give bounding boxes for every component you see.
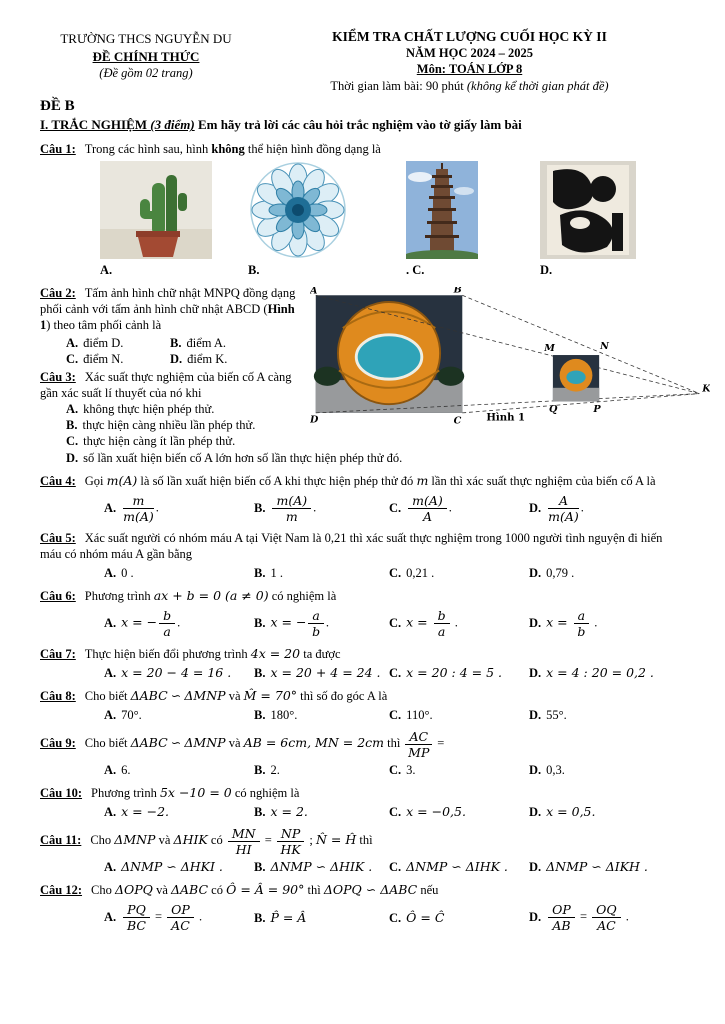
section-label: I. TRẮC NGHIỆM	[40, 117, 151, 133]
exam-header	[40, 28, 687, 94]
q9-option-b: B. 2.	[254, 762, 280, 777]
q8-option-c: C. 110°.	[389, 707, 433, 722]
q12-option-d: D. $\frac{OP}{AB}$ = $\frac{OQ}{AC}$ .	[529, 902, 629, 934]
svg-text:C: C	[453, 415, 462, 426]
section-heading	[40, 117, 687, 134]
cactus-photo	[100, 161, 212, 259]
svg-text:B: B	[453, 287, 462, 296]
q2-option-b: B. điểm A.	[170, 336, 227, 351]
exam-year: NĂM HỌC 2024 – 2025	[405, 46, 534, 61]
question-4	[40, 473, 687, 523]
q7-option-d: D. x = 4 : 20 = 0,2 .	[529, 664, 654, 680]
question-11-options	[40, 859, 687, 875]
q3-option-d: D. số lần xuất hiện biến cố A lớn hơn số lần thực hiện phép thử đó.	[66, 451, 403, 466]
q12-option-b: B. P̂ = Â	[254, 909, 307, 925]
official-exam-label: ĐỀ CHÍNH THỨC	[92, 48, 200, 64]
q6-option-a: A. x = − $\frac{b}{a}$ .	[104, 608, 181, 640]
q4-option-c: C. $\frac{m(A)}{A}$ .	[389, 493, 452, 525]
question-6-text: Phương trình ax + b = 0 (a ≠ 0) có nghiệm là	[84, 588, 337, 604]
question-4-label: Câu 4:	[40, 474, 76, 489]
question-3-text: Xác suất thực nghiệm của biến cố A càng gần xác suất lí thuyết của nó khi	[40, 370, 292, 401]
question-2-options	[40, 335, 302, 367]
question-7-label: Câu 7:	[40, 646, 76, 661]
svg-text:A: A	[310, 287, 318, 297]
q10-option-a: A. x = −2.	[104, 803, 170, 819]
q12-option-a: A. $\frac{PQ}{BC}$ = $\frac{OP}{AC}$ .	[104, 902, 203, 934]
header-right	[252, 28, 687, 94]
q1-label-b: B.	[248, 263, 260, 278]
question-1-images	[40, 161, 687, 278]
header-left	[40, 28, 252, 94]
question-9-text: Cho biết ΔABC ∽ ΔMNP và AB = 6cm, MN = 2cm thì $\frac{AC}{MP}$ =	[84, 728, 445, 760]
question-9	[40, 730, 687, 778]
svg-text:N: N	[600, 341, 609, 353]
question-3	[40, 369, 302, 449]
question-9-label: Câu 9:	[40, 736, 76, 751]
school-name: TRƯỜNG THCS NGUYỄN DU	[60, 31, 232, 46]
q11-option-c: C. ΔNMP ∽ ΔIHK .	[389, 859, 508, 875]
question-12-label: Câu 12:	[40, 883, 83, 898]
pages-note: (Đề gồm 02 trang)	[99, 66, 193, 81]
q2-option-a: A. điểm D.	[66, 336, 124, 351]
question-2-text: Tấm ảnh hình chữ nhật MNPQ đồng dạng phối cảnh với tấm ảnh hình chữ nhật ABCD (Hình 1) theo tâm phối cảnh là	[40, 286, 296, 333]
question-6-label: Câu 6:	[40, 589, 76, 604]
question-2-label: Câu 2:	[40, 286, 76, 301]
figure-1-area	[302, 285, 710, 449]
questions-2-3-left-column	[40, 285, 302, 449]
q8-option-d: D. 55°.	[529, 707, 567, 722]
svg-text:D: D	[310, 414, 319, 426]
exam-duration-note: (không kể thời gian phát đề)	[466, 79, 609, 94]
questions-2-3-row	[40, 285, 710, 449]
question-4-text: Gọi m(A) là số lần xuất hiện biến cố A khi thực hiện phép thử đó m lần thì xác suất thực nghiệm của biến cố A là	[84, 473, 656, 489]
q8-option-b: B. 180°.	[254, 707, 298, 722]
q1-option-a	[100, 161, 212, 278]
svg-text:K: K	[702, 383, 710, 395]
question-8-text: Cho biết ΔABC ∽ ΔMNP và M̂ = 70° thì số đo góc A là	[84, 687, 388, 703]
question-11	[40, 827, 687, 875]
q5-option-c: C. 0,21 .	[389, 566, 435, 581]
q5-option-a: A. 0 .	[104, 566, 134, 581]
q1-label-d: D.	[540, 263, 553, 278]
q1-label-c: . C.	[406, 263, 425, 278]
question-11-text: Cho ΔMNP và ΔHIK có $\frac{MN}{HI}$ = $\frac{NP}{HK}$ ; N̂ = Ĥ thì	[90, 825, 373, 857]
question-5-label: Câu 5:	[40, 531, 76, 546]
question-1-text: Trong các hình sau, hình không thể hiện hình đồng dạng là	[84, 142, 381, 157]
question-3-label: Câu 3:	[40, 370, 76, 385]
mandala-drawing	[248, 161, 348, 259]
question-7	[40, 646, 687, 681]
q1-option-c	[406, 161, 478, 278]
question-7-options	[40, 665, 687, 681]
q3-option-a: A. không thực hiện phép thử.	[66, 402, 215, 417]
q1-option-d	[540, 161, 636, 278]
q5-option-b: B. 1 .	[254, 566, 283, 581]
svg-text:Q: Q	[549, 403, 558, 415]
question-12-options	[40, 903, 687, 932]
question-2	[40, 285, 302, 367]
q3-option-b: B. thực hiện càng nhiều lần phép thử.	[66, 418, 256, 433]
exam-code: ĐỀ B	[40, 98, 75, 115]
q4-option-b: B. $\frac{m(A)}{m}$ .	[254, 493, 317, 525]
q9-option-a: A. 6.	[104, 762, 131, 777]
question-10-text: Phương trình 5x −10 = 0 có nghiệm là	[91, 784, 300, 800]
question-8-label: Câu 8:	[40, 688, 76, 703]
q5-option-d: D. 0,79 .	[529, 566, 575, 581]
q9-option-c: C. 3.	[389, 762, 416, 777]
question-8-options	[40, 707, 687, 723]
q11-option-d: D. ΔNMP ∽ ΔIKH .	[529, 859, 648, 875]
question-1	[40, 141, 687, 278]
question-10	[40, 785, 687, 820]
q4-option-a: A. $\frac{m}{m(A)}$ .	[104, 493, 159, 525]
q7-option-b: B. x = 20 + 4 = 24 .	[254, 664, 381, 680]
q11-option-b: B. ΔNMP ∽ ΔHIK .	[254, 859, 373, 875]
question-9-options	[40, 762, 687, 778]
exam-duration: Thời gian làm bài: 90 phút	[330, 79, 464, 94]
question-1-label: Câu 1:	[40, 142, 76, 157]
q10-option-b: B. x = 2.	[254, 803, 308, 819]
q11-option-a: A. ΔNMP ∽ ΔHKI .	[104, 859, 223, 875]
q2-option-c: C. điểm N.	[66, 352, 124, 367]
question-6-options	[40, 609, 687, 638]
svg-text:M: M	[544, 343, 555, 355]
question-8	[40, 688, 687, 723]
q10-option-c: C. x = −0,5.	[389, 803, 466, 819]
exam-subject: Môn: TOÁN LỚP 8	[416, 62, 523, 77]
question-5-options	[40, 565, 687, 581]
perspective-figure	[310, 287, 710, 425]
question-10-options	[40, 804, 687, 820]
q1-option-b	[248, 161, 348, 278]
q2-option-d: D. điểm K.	[170, 352, 228, 367]
q6-option-c: C. x = $\frac{b}{a}$ .	[389, 608, 458, 640]
exam-duration-line	[252, 78, 687, 94]
pagoda-tower-photo	[406, 161, 478, 259]
exam-title: KIỂM TRA CHẤT LƯỢNG CUỐI HỌC KỲ II	[332, 29, 607, 44]
question-12-text: Cho ΔOPQ và ΔABC có Ô = Â = 90° thì ΔOPQ ∽ ΔABC nếu	[91, 882, 439, 898]
q1-label-a: A.	[100, 263, 113, 278]
question-12	[40, 882, 687, 932]
q10-option-d: D. x = 0,5.	[529, 803, 596, 819]
q8-option-a: A. 70°.	[104, 707, 142, 722]
section-points: (3 điểm)	[150, 117, 195, 133]
question-6	[40, 588, 687, 638]
q3-option-c: C. thực hiện càng ít lần phép thử.	[66, 434, 236, 449]
question-5-text: Xác suất người có nhóm máu A tại Việt Nam là 0,21 thì xác suất thực nghiệm trong 1000 người tình nguyện đi hiến máu có nhóm máu A gần bằng	[40, 531, 663, 562]
q7-option-c: C. x = 20 : 4 = 5 .	[389, 664, 502, 680]
abstract-art-photo	[540, 161, 636, 259]
question-10-label: Câu 10:	[40, 785, 83, 800]
q6-option-d: D. x = $\frac{a}{b}$ .	[529, 608, 598, 640]
svg-text:P: P	[593, 403, 601, 415]
question-7-text: Thực hiện biến đổi phương trình 4x = 20 ta được	[84, 645, 341, 661]
q9-option-d: D. 0,3.	[529, 762, 565, 777]
q4-option-d: D. $\frac{A}{m(A)}$ .	[529, 493, 584, 525]
q7-option-a: A. x = 20 − 4 = 16 .	[104, 664, 232, 680]
question-11-label: Câu 11:	[40, 833, 82, 848]
svg-text:Hình 1: Hình 1	[486, 411, 526, 424]
q6-option-b: B. x = − $\frac{a}{b}$ .	[254, 608, 329, 640]
section-instruction: Em hãy trả lời các câu hỏi trắc nghiệm vào tờ giấy làm bài	[194, 117, 522, 133]
question-5	[40, 530, 687, 581]
question-4-options	[40, 494, 687, 523]
q12-option-c: C. Ô = Ĉ	[389, 909, 445, 925]
